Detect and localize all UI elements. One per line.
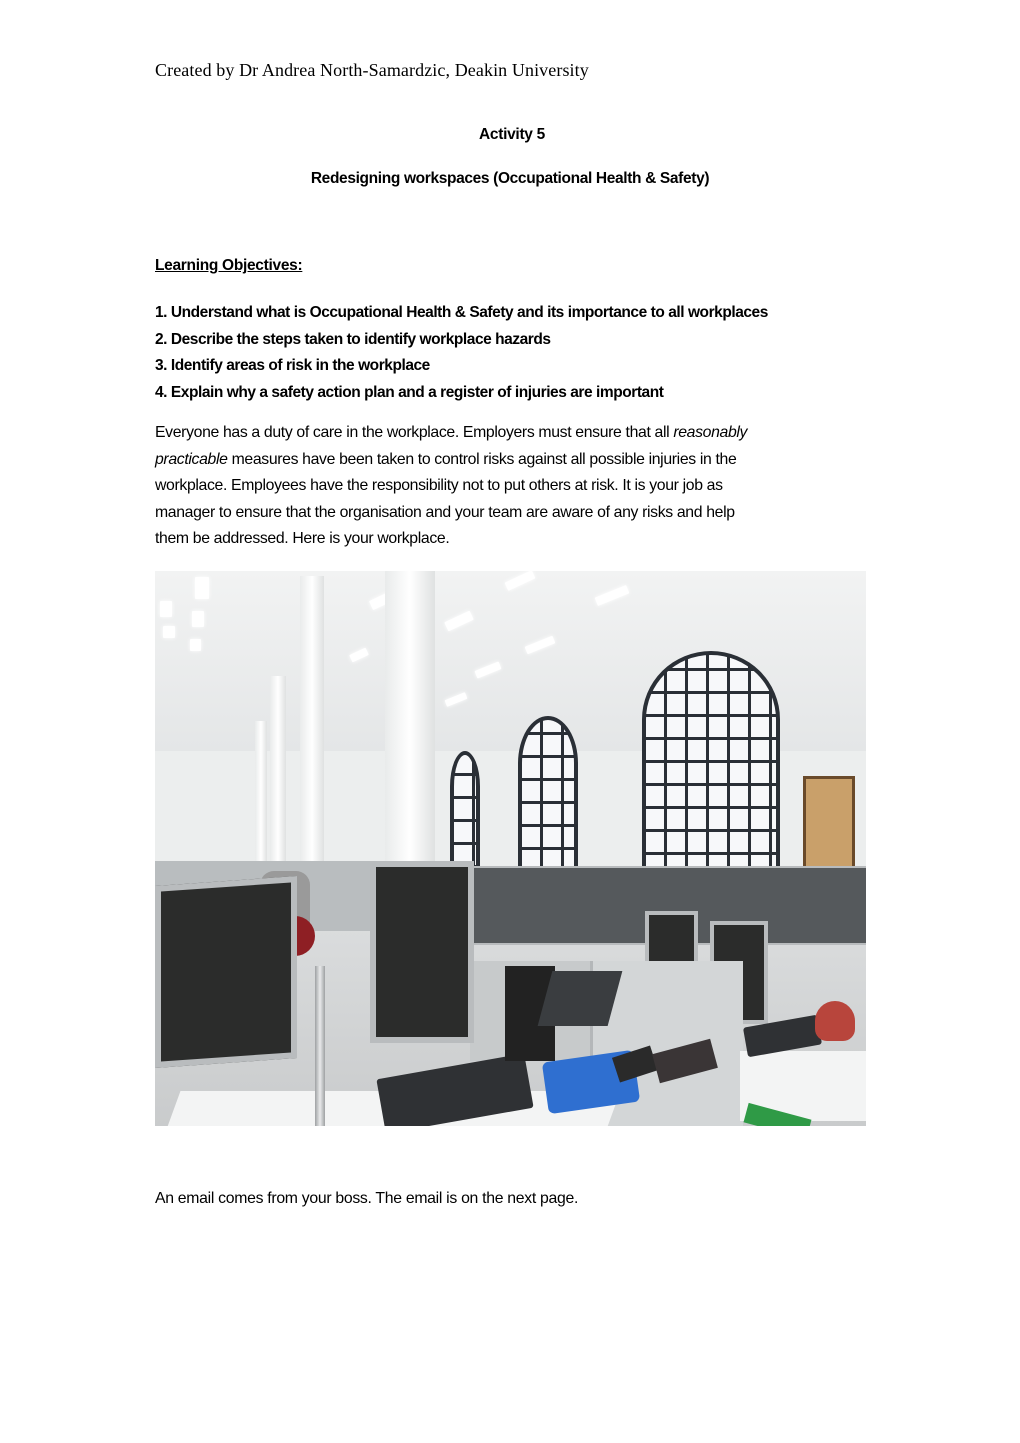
document-tray: [538, 971, 623, 1026]
workplace-photo: [155, 571, 866, 1126]
intro-line: them be addressed. Here is your workplace.: [155, 530, 450, 547]
activity-title: Activity 5: [479, 126, 545, 143]
ceiling-light: [195, 577, 209, 599]
computer-monitor: [370, 861, 474, 1043]
wall-picture: [803, 776, 855, 877]
ceiling-light: [160, 601, 172, 617]
intro-text: measures have been taken to control risks against all possible injuries in the: [227, 450, 737, 468]
closing-note: An email comes from your boss. The email is on the next page.: [155, 1190, 579, 1207]
objective-item: 3. Identify areas of risk in the workplace: [155, 357, 430, 374]
monitor-arm: [315, 966, 325, 1126]
author-credit: Created by Dr Andrea North-Samardzic, Deakin University: [155, 60, 589, 80]
pillar: [255, 721, 267, 871]
objective-item: 4. Explain why a safety action plan and a register of injuries are important: [155, 383, 664, 401]
objective-item: 1. Understand what is Occupational Health & Safety and its importance to all workplaces: [155, 304, 768, 321]
intro-emphasis: reasonably: [673, 424, 748, 441]
learning-objectives-heading: Learning Objectives:: [155, 257, 303, 274]
intro-emphasis: practicable: [155, 450, 228, 468]
ceiling-light: [190, 639, 201, 651]
intro-text: Everyone has a duty of care in the workplace. Employers must ensure that all: [155, 424, 674, 441]
arched-window: [642, 651, 780, 879]
ceiling-light: [163, 626, 175, 638]
objective-item: 2. Describe the steps taken to identify workplace hazards: [155, 330, 551, 348]
arched-window: [450, 751, 480, 869]
desk-phone: [815, 1001, 855, 1041]
intro-line: [155, 420, 855, 447]
intro-line: [155, 447, 855, 474]
learning-objectives-list: [155, 300, 768, 406]
intro-line: manager to ensure that the organisation and your team are aware of any risks and help: [155, 503, 735, 521]
pillar: [300, 576, 324, 866]
ceiling-light: [192, 611, 204, 627]
arched-window: [518, 716, 578, 874]
activity-subtitle: Redesigning workspaces (Occupational Health & Safety): [310, 170, 710, 187]
intro-paragraph: [155, 420, 855, 553]
intro-line: workplace. Employees have the responsibility not to put others at risk. It is your job as: [155, 477, 723, 494]
computer-monitor: [155, 876, 297, 1068]
pillar: [270, 676, 286, 866]
